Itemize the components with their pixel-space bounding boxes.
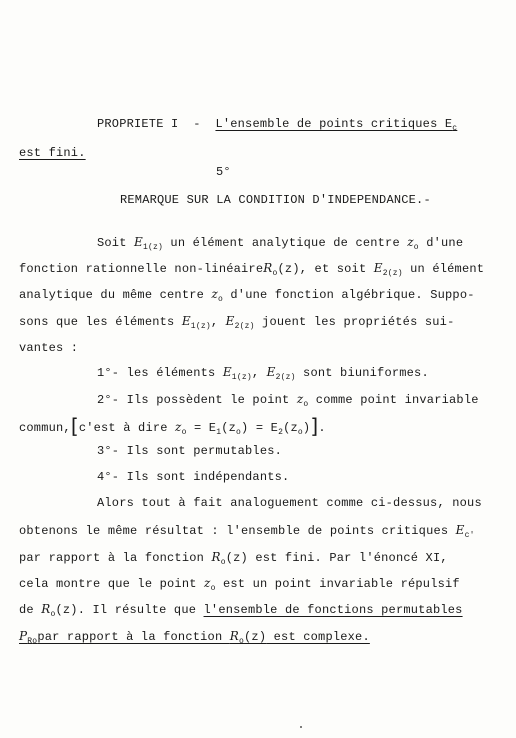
property-text: L'ensemble de points critiques $E_c$: [215, 117, 458, 133]
paragraph-1-line-4: sons que les éléments $E_{1(z)}$, $E_{2(z)}$ jouent les propriétés sui-: [19, 314, 455, 331]
section-title: REMARQUE SUR LA CONDITION D'INDEPENDANCE.-: [120, 193, 431, 207]
property-dash: -: [193, 117, 201, 131]
paragraph-2-line-4: cela montre que le point $z_o$ est un point invariable répulsif: [19, 576, 460, 593]
paragraph-2-line-1: Alors tout à fait analoguement comme ci-dessus, nous: [97, 496, 482, 510]
paragraph-2-line-2: obtenons le même résultat : l'ensemble de points critiques $E_{c'}$: [19, 523, 475, 540]
list-item-4: 4°- Ils sont indépendants.: [97, 470, 290, 484]
list-item-3: 3°- Ils sont permutables.: [97, 444, 283, 458]
property-line: [97, 116, 457, 134]
section-number: 5°: [216, 165, 231, 179]
list-item-2: 2°- Ils possèdent le point $z_o$ comme point invariable: [97, 392, 479, 409]
paragraph-2-line-6: [19, 628, 370, 647]
paragraph-2-line-5: de $R_o(z)$. Il résulte que l'ensemble de fonctions permutables: [19, 602, 463, 619]
paragraph-1-line-3: analytique du même centre $z_o$ d'une fonction algébrique. Suppo-: [19, 287, 475, 304]
paragraph-1-line-2: fonction rationnelle non-linéaireR$_o$(z), et soit $E_{2(z)}$ un élément: [19, 261, 485, 278]
property-label: PROPRIETE I: [97, 117, 179, 131]
underlined-conclusion: $P_{Ro}par$ rapport à la fonction $R_o(z)$ est complexe.: [19, 629, 370, 646]
paragraph-2-line-3: par rapport à la fonction $R_o(z)$ est fini. Par l'énoncé XI,: [19, 550, 448, 567]
list-item-2-cont: commun,[c'est à dire $z_o = E_1(z_o) = E_2(z_o)$].: [19, 414, 326, 438]
property-line-cont: [19, 145, 86, 161]
property-text-cont: est fini.: [19, 146, 86, 160]
paragraph-1-line-5: vantes :: [19, 341, 79, 355]
page-speck: [300, 726, 302, 728]
list-item-1: 1°- les éléments $E_{1(z)}$, $E_{2(z)}$ sont biuniformes.: [97, 365, 429, 382]
paragraph-1-line-1: Soit $E_{1(z)}$ un élément analytique de centre $z_o$ d'une: [97, 235, 464, 252]
